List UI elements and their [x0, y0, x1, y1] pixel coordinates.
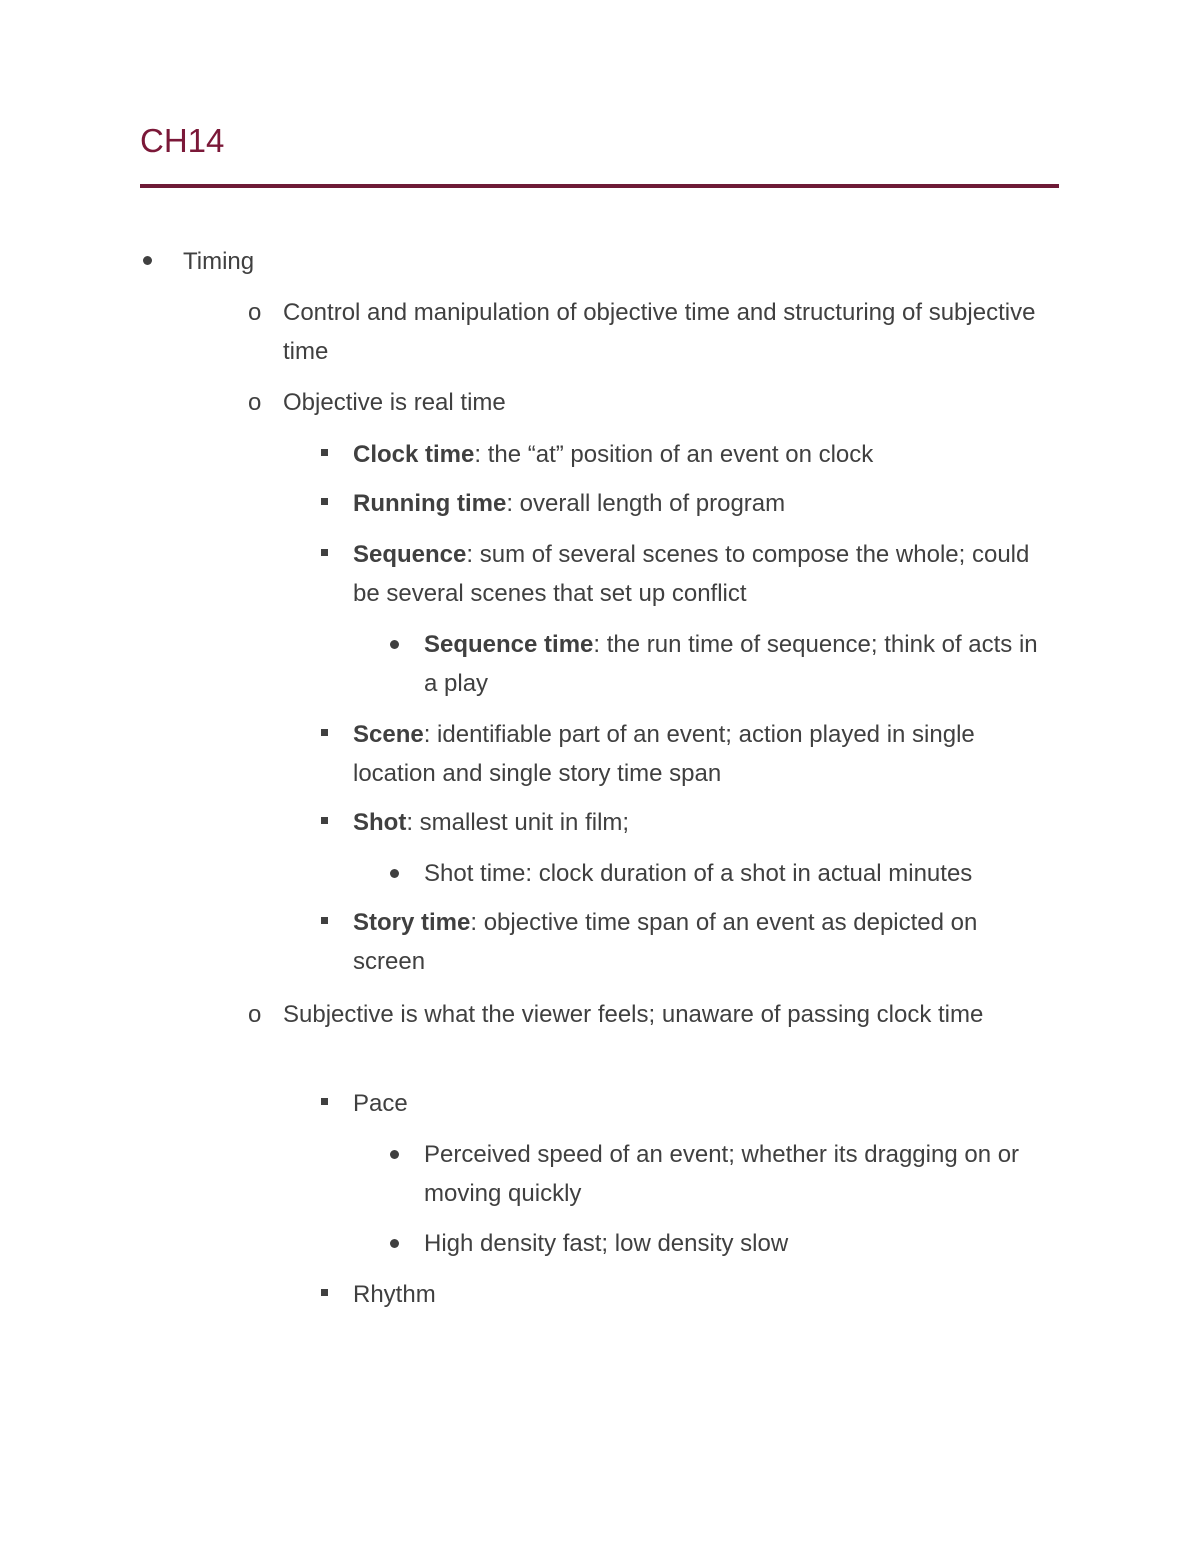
outline-item-density: High density fast; low density slow [424, 1230, 789, 1257]
outline-item-shot [353, 803, 629, 842]
bullet-square-icon [321, 449, 328, 456]
bullet-dot-icon [390, 640, 399, 649]
term-sequence: Sequence [353, 541, 467, 568]
bullet-square-icon [321, 1098, 328, 1105]
definition-sequence-time: : the run time of sequence; think of acts in a play [424, 631, 1038, 697]
bullet-square-icon [321, 498, 328, 505]
outline-item-perceived-speed: Perceived speed of an event; whether its dragging on or moving quickly [424, 1141, 1020, 1207]
term-scene: Scene [353, 721, 424, 748]
outline-item-subjective: Subjective is what the viewer feels; unaware of passing clock time [283, 1001, 984, 1028]
outline-item-scene [353, 715, 1063, 793]
bullet-square-icon [321, 917, 328, 924]
definition-clock-time: : the “at” position of an event on clock [474, 441, 874, 468]
bullet-square-icon [321, 817, 328, 824]
term-running-time: Running time [353, 490, 507, 517]
outline-item-objective: Objective is real time [283, 389, 506, 416]
term-shot: Shot [353, 809, 407, 836]
term-sequence-time: Sequence time [424, 631, 594, 658]
outline-item-pace: Pace [353, 1090, 408, 1117]
outline-item-running-time [353, 484, 785, 523]
definition-shot: : smallest unit in film; [406, 809, 630, 836]
outline-item-sequence-time [424, 625, 1044, 703]
title-underline [140, 184, 1059, 188]
outline-item-clock-time [353, 435, 873, 474]
term-story-time: Story time [353, 909, 471, 936]
outline-item-timing: Timing [183, 248, 255, 275]
definition-sequence: : sum of several scenes to compose the whole; could be several scenes that set up conflict [353, 541, 1030, 607]
bullet-dot-icon [390, 1239, 399, 1248]
bullet-circle-icon: o [248, 1001, 262, 1028]
page-title: CH14 [140, 122, 225, 159]
bullet-dot-icon [390, 869, 399, 878]
definition-story-time: : objective time span of an event as depicted on screen [353, 909, 978, 975]
outline-item-control: Control and manipulation of objective time and structuring of subjective time [283, 299, 1036, 365]
definition-running-time: : overall length of program [506, 490, 786, 517]
bullet-square-icon [321, 549, 328, 556]
term-clock-time: Clock time [353, 441, 475, 468]
outline-item-sequence [353, 535, 1043, 613]
bullet-dot-icon [143, 256, 152, 265]
bullet-dot-icon [390, 1150, 399, 1159]
outline-item-shot-time: Shot time: clock duration of a shot in actual minutes [424, 860, 973, 887]
bullet-circle-icon: o [248, 389, 262, 416]
outline-item-story-time [353, 903, 1053, 981]
outline-item-rhythm: Rhythm [353, 1281, 436, 1308]
bullet-square-icon [321, 729, 328, 736]
bullet-square-icon [321, 1289, 328, 1296]
bullet-circle-icon: o [248, 299, 262, 326]
definition-scene: : identifiable part of an event; action played in single location and single story time span [353, 721, 975, 787]
